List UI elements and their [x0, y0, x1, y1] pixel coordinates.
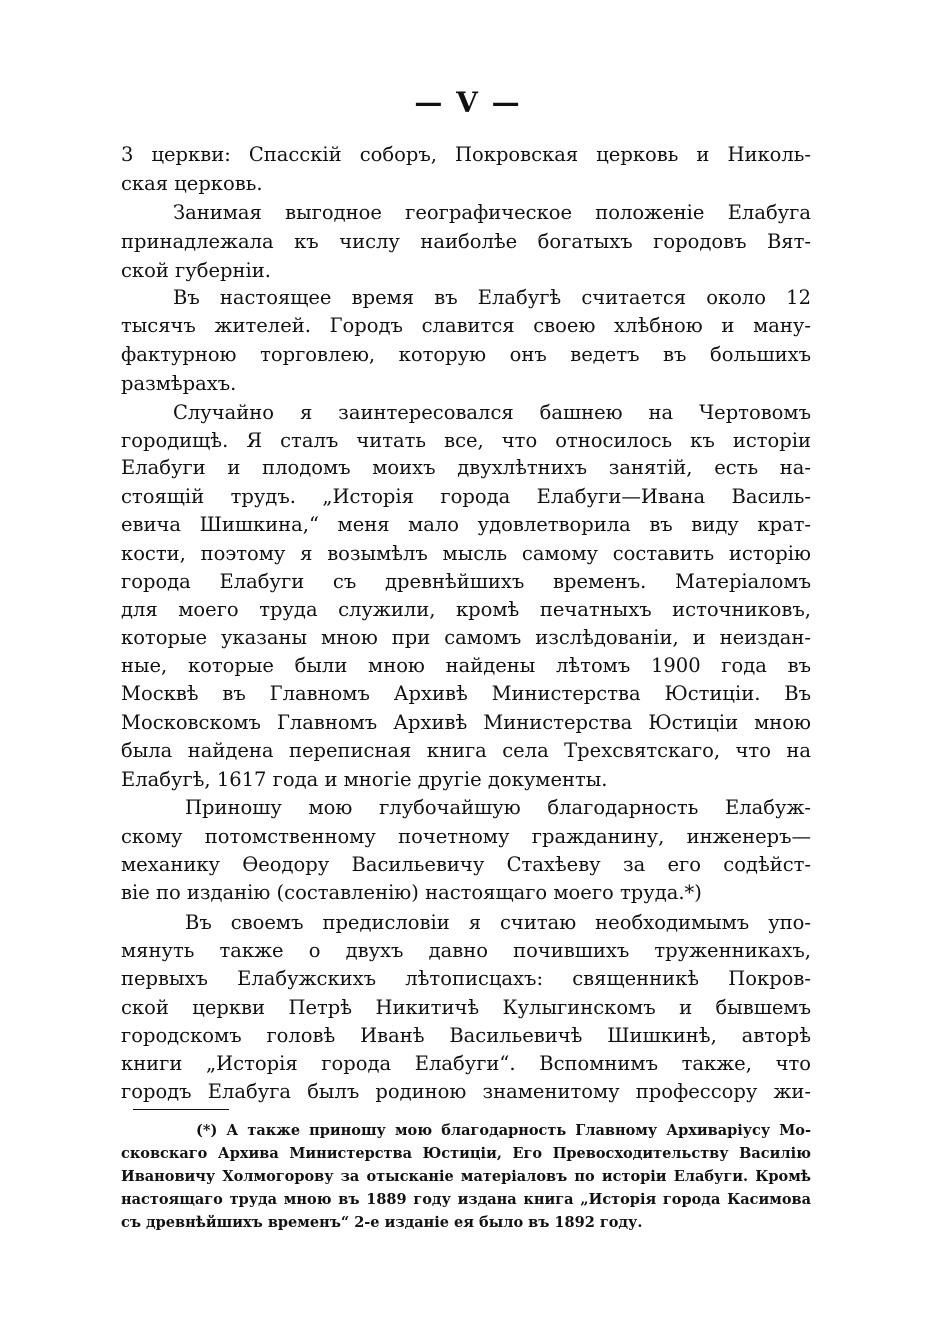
- body-line: ской церкви Петрѣ Никитичѣ Кулыгинскомъ и бывшемъ: [121, 996, 811, 1019]
- body-line: размѣрахъ.: [121, 372, 237, 395]
- body-line: кости, поэтому я возымѣлъ мысль самому составить исторію: [121, 542, 811, 565]
- body-line: первыхъ Елабужскихъ лѣтописцахъ: священникѣ Покров-: [121, 967, 811, 990]
- body-line: книги „Исторія города Елабуги“. Вспомнимъ также, что: [121, 1052, 811, 1075]
- page-number: — V —: [414, 86, 522, 119]
- body-line: Елабуги и плодомъ моихъ двухлѣтнихъ занятій, есть на-: [121, 456, 811, 479]
- body-line: Занимая выгодное географическое положеніе Елабуга: [173, 201, 811, 224]
- body-line: мянуть также о двухъ давно почившихъ труженникахъ,: [121, 939, 811, 962]
- body-line: города Елабуги съ древнѣйшихъ временъ. Матеріаломъ: [121, 570, 811, 593]
- body-line: ская церковь.: [121, 172, 263, 195]
- body-line: тысячъ жителей. Городъ славится своею хлѣбною и ману-: [121, 314, 811, 337]
- footnote-divider: [133, 1109, 229, 1110]
- body-line: городищѣ. Я сталъ читать все, что относилось къ исторіи: [121, 429, 811, 452]
- body-line: Москвѣ въ Главномъ Архивѣ Министерства Юстиціи. Въ: [121, 682, 811, 705]
- body-line: ные, которые были мною найдены лѣтомъ 1900 года въ: [121, 654, 811, 677]
- body-line: городскомъ головѣ Иванѣ Васильевичѣ Шишкинѣ, авторѣ: [121, 1024, 811, 1047]
- footnote-line: съ древнѣйшихъ временъ“ 2-е изданіе ея было въ 1892 году.: [121, 1214, 643, 1231]
- body-line: віе по изданію (составленію) настоящаго моего труда.*): [121, 881, 702, 904]
- body-line: Елабугѣ, 1617 года и многіе другіе документы.: [121, 768, 608, 791]
- footnote-line: сковскаго Архива Министерства Юстиціи, Его Превосходительству Василію: [121, 1145, 811, 1162]
- footnote-line: (*) А также приношу мою благодарность Главному Архиваріусу Мо-: [196, 1122, 811, 1139]
- body-line: фактурною торговлею, которую онъ ведетъ въ большихъ: [121, 343, 811, 366]
- body-line: для моего труда служили, кромѣ печатныхъ источниковъ,: [121, 598, 811, 621]
- body-line: Въ настоящее время въ Елабугѣ считается около 12: [173, 286, 811, 309]
- body-line: Случайно я заинтересовался башнею на Чертовомъ: [173, 401, 811, 424]
- body-line: механику Өеодору Васильевичу Стахѣеву за его содѣйст-: [121, 853, 811, 876]
- footnote-line: Ивановичу Холмогорову за отысканіе матеріаловъ по исторіи Елабуги. Кромѣ: [121, 1168, 811, 1185]
- body-line: была найдена переписная книга села Трехсвятскаго, что на: [121, 739, 811, 762]
- body-line: ской губерніи.: [121, 259, 271, 282]
- body-line: 3 церкви: Спасскій соборъ, Покровская церковь и Николь-: [121, 143, 811, 166]
- body-line: Въ своемъ предисловіи я считаю необходимымъ упо-: [185, 911, 811, 934]
- body-line: евича Шишкина,“ меня мало удовлетворила въ виду крат-: [121, 513, 811, 536]
- footnote-line: настоящаго труда мною въ 1889 году издана книга „Исторія города Касимова: [121, 1191, 811, 1208]
- body-line: которые указаны мною при самомъ изслѣдованіи, и неиздан-: [121, 626, 811, 649]
- body-line: городъ Елабуга былъ родиною знаменитому профессору жи-: [121, 1080, 811, 1103]
- body-line: скому потомственному почетному гражданину, инженеръ—: [121, 825, 811, 848]
- body-line: Приношу мою глубочайшую благодарность Елабуж-: [185, 796, 811, 819]
- body-line: Московскомъ Главномъ Архивѣ Министерства Юстиціи мною: [121, 711, 811, 734]
- body-line: принадлежала къ числу наиболѣе богатыхъ городовъ Вят-: [121, 230, 811, 253]
- body-line: стоящій трудъ. „Исторія города Елабуги—Ивана Василь-: [121, 485, 811, 508]
